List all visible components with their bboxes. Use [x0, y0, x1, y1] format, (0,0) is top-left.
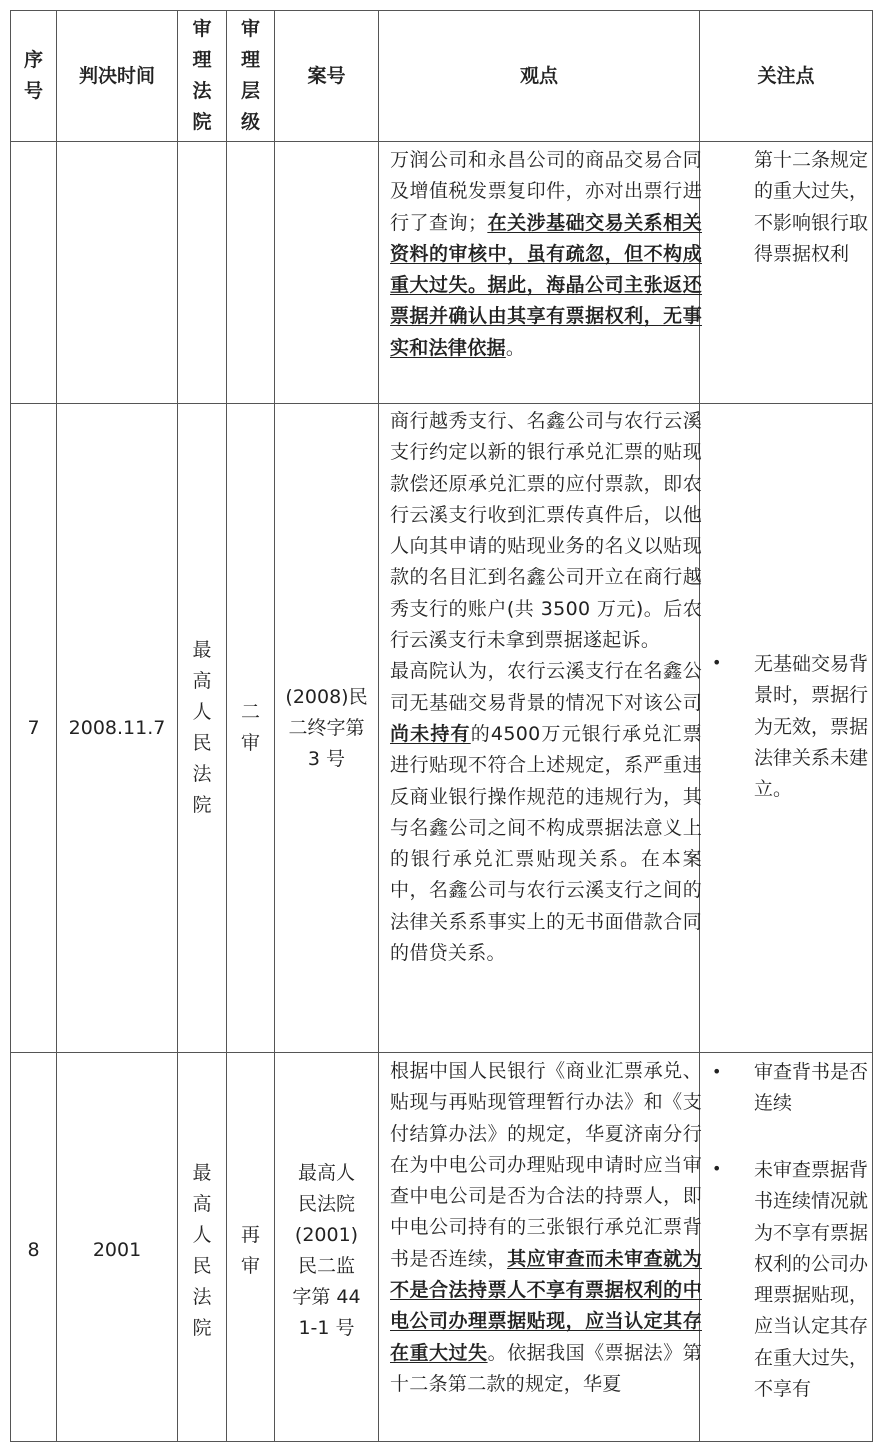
opinion-key-text: 尚未持有 — [390, 722, 471, 745]
seq-cell: 7 — [27, 716, 40, 739]
header-case-no: 案号 — [307, 64, 346, 87]
table-row — [11, 1053, 872, 1441]
header-date: 判决时间 — [78, 64, 155, 87]
table-row — [11, 404, 872, 1052]
bullet-icon: • — [712, 1062, 722, 1081]
opinion-text: 根据中国人民银行《商业汇票承兑、贴现与再贴现管理暂行办法》和《支付结算办法》的规定，华夏济南分行在为中电公司办理贴现申请时应当审查中电公司是否为合法的持票人，即中电公司持有的三张银行承兑汇票背书是否连续， — [390, 1060, 702, 1270]
case-no-cell: (2008)民二终字第 3 号 — [285, 685, 368, 770]
opinion-text: 最高院认为，农行云溪支行在名鑫公司无基础交易背景的情况下对该公司 — [390, 660, 702, 714]
opinion-cell — [390, 1056, 702, 1400]
header-court: 审理法院 — [192, 18, 212, 133]
opinion-cell — [390, 145, 702, 364]
opinion-text: 。 — [505, 336, 526, 359]
header-seq: 序号 — [23, 49, 43, 102]
opinion-cell — [390, 406, 702, 969]
opinion-key-text: 在关涉基础交易关系相关资料的审核中，虽有疏忽，但不构成重大过失。据此，海晶公司主张返还票据并确认由其享有票据权利，无事实和法律依据 — [390, 211, 702, 359]
case-no-cell: 最高人民法院(2001)民二监字第 441-1 号 — [292, 1161, 361, 1339]
table-row — [11, 142, 872, 403]
focus-note: 审查背书是否连续 — [754, 1061, 869, 1115]
header-opinion: 观点 — [519, 64, 558, 87]
bullet-icon: • — [712, 1159, 722, 1178]
seq-cell: 8 — [27, 1239, 40, 1261]
court-cell: 最高人民法院 — [192, 639, 212, 816]
court-cell: 最高人民法院 — [192, 1161, 212, 1339]
focus-note: 无基础交易背景时，票据行为无效，票据法律关系未建立。 — [754, 653, 869, 801]
opinion-key-text: 其应审查而未审查就为不是合法持票人不享有票据权利的中电公司办理票据贴现，应当认定其存在重大过失 — [390, 1247, 702, 1364]
opinion-text: 万润公司和永昌公司的商品交易合同及增值税发票复印件，亦对出票行进行了查询； — [390, 149, 702, 234]
focus-note: 第十二条规定的重大过失，不影响银行取得票据权利 — [754, 149, 869, 265]
date-cell: 2008.11.7 — [68, 716, 166, 739]
header-level: 审理层级 — [240, 18, 260, 133]
opinion-text: 的4500万元银行承兑汇票进行贴现不符合上述规定，系严重违反商业银行操作规范的违规行为，其与名鑫公司之间不构成票据法意义上的银行承兑汇票贴现关系。在本案中，名鑫公司与农行云溪支行之间的法律关系系事实上的无书面借款合同的借贷关系。 — [390, 722, 702, 965]
bullet-icon: • — [712, 653, 722, 672]
focus-note: 未审查票据背书连续情况就为不享有票据权利的公司办理票据贴现，应当认定其存在重大过失，不享有 — [754, 1159, 869, 1401]
opinion-text: 商行越秀支行、名鑫公司与农行云溪支行约定以新的银行承兑汇票的贴现款偿还原承兑汇票的应付票款，即农行云溪支行收到汇票传真件后，以他人向其申请的贴现业务的名义以贴现款的名目汇到名鑫公司开立在商行越秀支行的账户(共 3500 万元)。后农行云溪支行未拿到票据遂起诉。 — [390, 410, 702, 652]
opinion-text: 。依据我国《票据法》第十二条第二款的规定，华夏 — [390, 1341, 702, 1395]
date-cell: 2001 — [92, 1239, 142, 1261]
header-focus: 关注点 — [757, 64, 815, 87]
level-cell: 再审 — [240, 1223, 260, 1277]
level-cell: 二审 — [240, 701, 260, 754]
